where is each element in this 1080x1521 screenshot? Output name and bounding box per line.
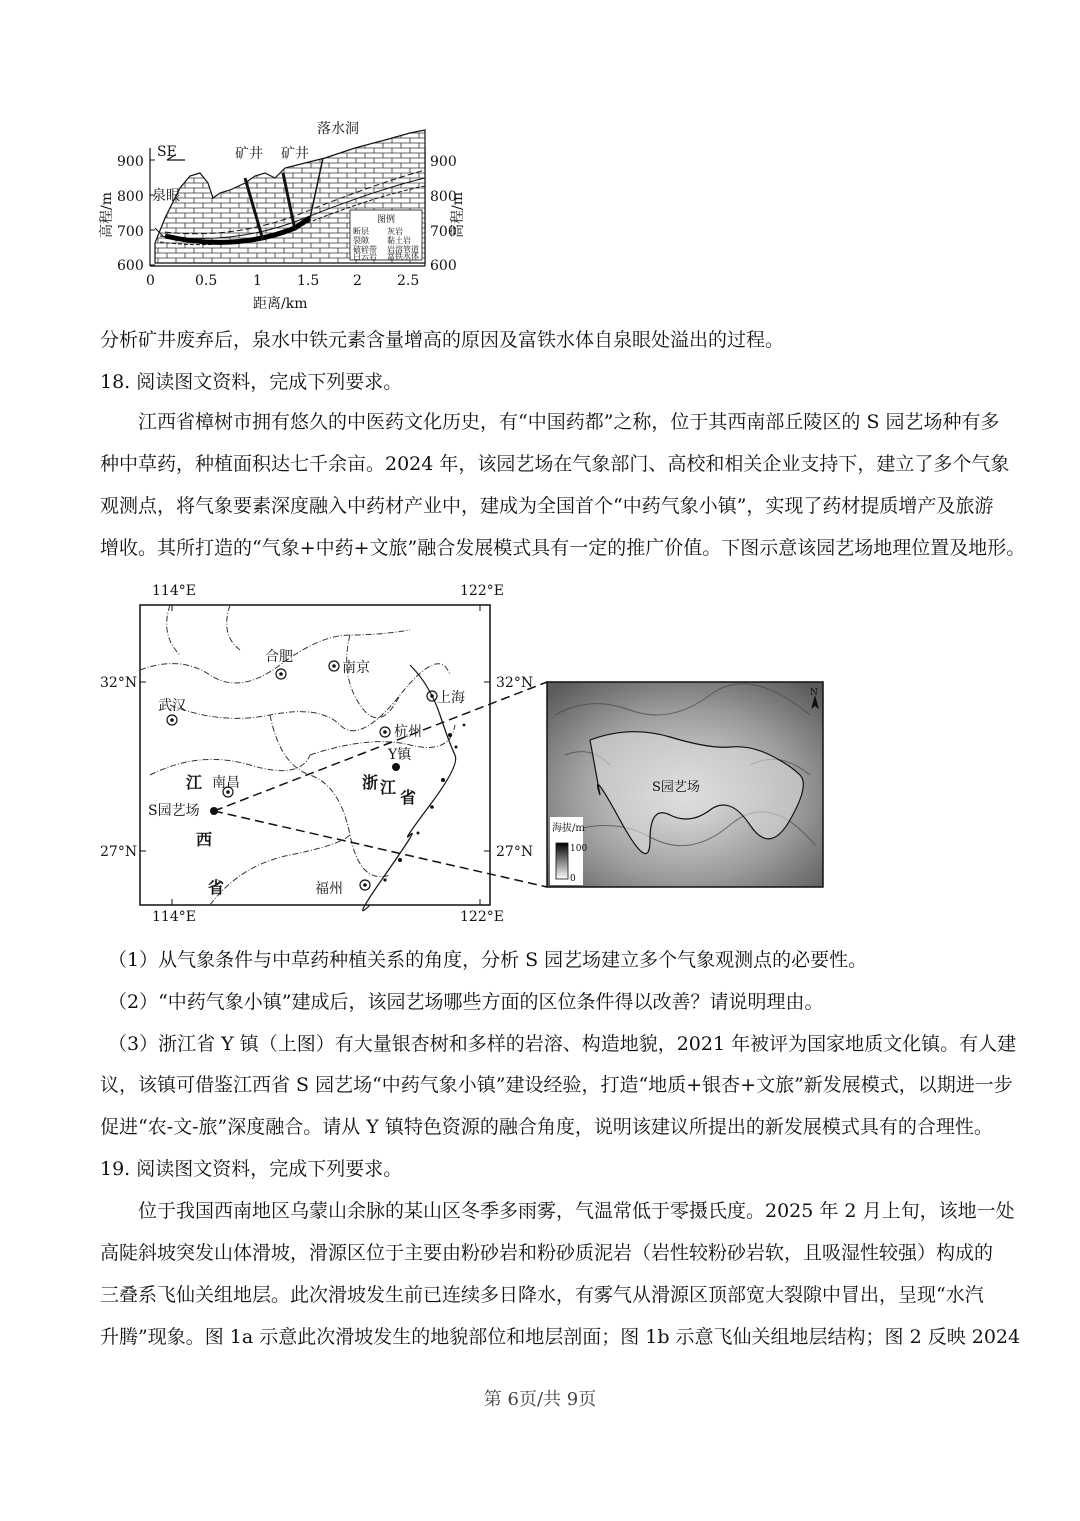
province-char: 省 [400, 788, 417, 807]
x-tick: 0.5 [195, 273, 218, 289]
legend-item: 富铁水体 [387, 252, 419, 261]
q19-para-line: 升腾”现象。图 1a 示意此次滑坡发生的地貌部位和地层剖面；图 1b 示意飞仙关组地层结构；图 2 反映 2024 [100, 1326, 1021, 1348]
y-tick-right: 700 [430, 224, 457, 240]
y-tick-right: 800 [430, 189, 457, 205]
q18-sub3-line: （3）浙江省 Y 镇（上图）有大量银杏树和多样的岩溶、构造地貌，2021 年被评为国家地质文化镇。有人建 [108, 1033, 1017, 1055]
inset-s-farm-label: S园艺场 [652, 780, 700, 795]
sinkhole-label: 落水洞 [317, 121, 359, 137]
x-tick: 1.5 [297, 273, 320, 289]
y-axis-label-right: 高程/m [450, 192, 466, 238]
q19-para-line: 位于我国西南地区乌蒙山余脉的某山区冬季多雨雾，气温常低于零摄氏度。2025 年 2 月上旬，该地一处 [138, 1200, 1015, 1222]
city-fuzhou: 福州 [315, 881, 343, 897]
city-nanchang: 南昌 [212, 775, 240, 791]
q18-sub3-line: 议，该镇可借鉴江西省 S 园艺场“中药气象小镇”建设经验，打造“地质+银杏+文旅”新发展模式，以期进一步 [100, 1074, 1013, 1096]
y-tick: 700 [117, 224, 144, 240]
y-tick: 800 [117, 189, 144, 205]
q18-title: 18. 阅读图文资料，完成下列要求。 [100, 371, 403, 393]
city-wuhan: 武汉 [158, 698, 186, 714]
x-tick: 2 [353, 273, 362, 289]
location-map-figure [100, 575, 840, 925]
x-tick: 2.5 [397, 273, 420, 289]
q19-title: 19. 阅读图文资料，完成下列要求。 [100, 1158, 403, 1180]
q18-para-line: 观测点，将气象要素深度融入中药材产业中，建成为全国首个“中药气象小镇”，实现了药材提质增产及旅游 [100, 495, 994, 517]
q19-para-line: 高陡斜坡突发山体滑坡，滑源区位于主要由粉砂岩和粉砂质泥岩（岩性较粉砂岩软，且吸湿性较强）构成的 [100, 1242, 994, 1264]
lat-label: 32°N [100, 675, 138, 691]
q18-para-line: 江西省樟树市拥有悠久的中医药文化历史，有“中国药都”之称，位于其西南部丘陵区的 S 园艺场种有多 [138, 411, 1000, 433]
city-nanjing: 南京 [342, 660, 370, 676]
legend-item: 白云岩 [353, 252, 377, 261]
y-tick: 900 [117, 154, 144, 170]
q18-sub2: （2）“中药气象小镇”建成后，该园艺场哪些方面的区位条件得以改善？请说明理由。 [108, 991, 824, 1013]
geologic-profile-figure [95, 118, 475, 318]
north-arrow-icon: N [810, 688, 818, 698]
q17-text: 分析矿井废弃后，泉水中铁元素含量增高的原因及富铁水体自泉眼处溢出的过程。 [100, 329, 785, 351]
legend-item: 岩溶管道 [387, 245, 419, 254]
legend-item: 破碎带 [353, 245, 377, 254]
y-tick-right: 900 [430, 154, 457, 170]
elev-legend-min: 0 [570, 874, 576, 884]
province-char: 西 [196, 830, 213, 849]
legend-title: 图例 [377, 215, 396, 225]
lon-label: 122°E [460, 583, 504, 599]
lat-label: 27°N [496, 844, 534, 860]
q18-sub3-line: 促进“农-文-旅”深度融合。请从 Y 镇特色资源的融合角度，说明该建议所提出的新发展模式具有的合理性。 [100, 1116, 993, 1138]
lon-label: 114°E [152, 583, 196, 599]
lat-label: 32°N [496, 675, 534, 691]
legend-item: 灰岩 [387, 227, 403, 236]
province-char: 江 [186, 773, 203, 792]
legend-item: 断层 [353, 227, 369, 236]
city-hangzhou: 杭州 [394, 724, 422, 740]
y-axis-label: 高程/m [99, 192, 115, 238]
q19-para-line: 三叠系飞仙关组地层。此次滑坡发生前已连续多日降水，有雾气从滑源区顶部宽大裂隙中冒出，呈现“水汽 [100, 1284, 984, 1306]
y-tick: 600 [117, 258, 144, 274]
lon-label: 122°E [460, 909, 504, 925]
x-tick: 0 [146, 273, 155, 289]
q18-sub1: （1）从气象条件与中草药种植关系的角度，分析 S 园艺场建立多个气象观测点的必要性。 [108, 949, 868, 971]
elev-legend-label: 海拔/m [552, 823, 585, 834]
x-tick: 1 [253, 273, 262, 289]
lat-label: 27°N [100, 844, 138, 860]
x-axis-label: 距离/km [253, 296, 308, 312]
city-hefei: 合肥 [265, 649, 293, 665]
y-town-label: Y镇 [388, 747, 412, 763]
page-footer: 第 6页/共 9页 [483, 1389, 597, 1410]
se-label: SE [157, 144, 177, 160]
elev-legend-max: 100 [570, 844, 588, 854]
mine-label-1: 矿井 [235, 146, 263, 162]
province-char: 浙 [362, 773, 379, 792]
province-char: 江 [380, 778, 397, 797]
y-tick-right: 600 [430, 258, 457, 274]
s-farm-label: S园艺场 [148, 803, 200, 819]
mine-label-2: 矿井 [281, 146, 309, 162]
legend-item: 裂隙 [353, 236, 369, 245]
q18-para-line: 种中草药，种植面积达七千余亩。2024 年，该园艺场在气象部门、高校和相关企业支持下，建立了多个气象 [100, 453, 1010, 475]
province-char: 省 [208, 878, 225, 897]
lon-label: 114°E [152, 909, 196, 925]
city-shanghai: 上海 [437, 690, 465, 706]
legend-item: 黏土岩 [387, 236, 411, 245]
spring-label: 泉眼 [152, 188, 180, 204]
q18-para-line: 增收。其所打造的“气象+中药+文旅”融合发展模式具有一定的推广价值。下图示意该园艺场地理位置及地形。 [100, 537, 1026, 559]
